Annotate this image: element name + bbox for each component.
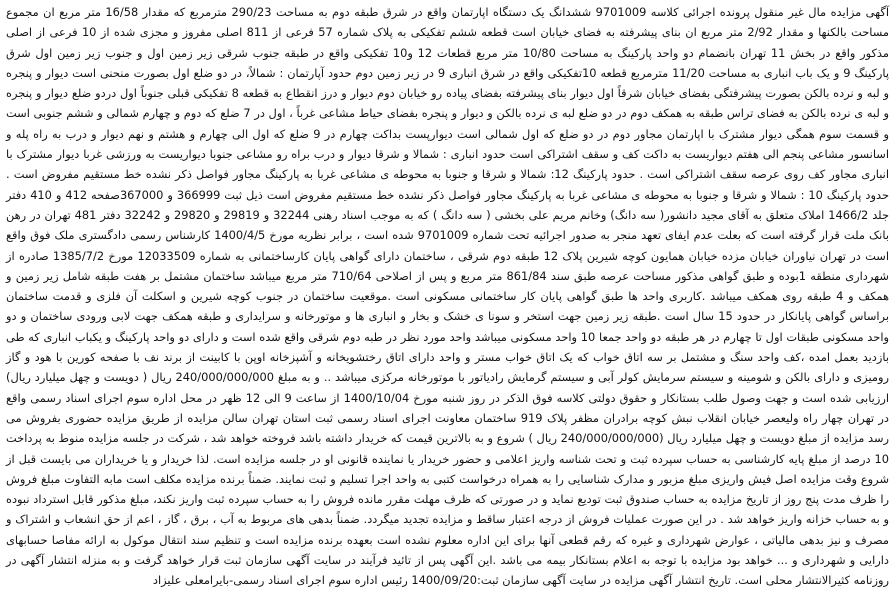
notice-body-text: آگهی مزایده مال غیر منقول پرونده اجرائی کلاسه 9701009 ششدانگ یک دستگاه اپارتمان واقع در شرق طبقه دوم به مساحت 290/23 مترمربع که مقدار 16/58 متر مربع ان مجموع مساحت بالکنها و مقدار 2/92 متر مربع ان بنای پیشرفته به فضای خیابان است قطعه ششم تفکیکی به پلاک شماره 57 فرعی از 811 اصلی مفروز و مجزی شده از 10 فرعی از اصلی مذکور واقع در بخش 11 تهران بانضمام دو واحد پارکینگ به مساحت 10/80 متر مربع قطعات 12 و10 تفکیکی واقع در طبقه جنوب شرقی زیر زمین اول و جنوب زیر زمین اول شرق پارکینگ 9 و یک باب انباری به مساحت 11/20 مترمربع قطعه 10تفکیکی واقع در شرق انباری 9 در زیر زمین دوم حدود آپارتمان : شمالاً، در دو ضلع اول بصورت منحنی است دیوار و پنجره و لبه و نرده بالکن بصورت پیشرفتگی بفضای خیابان شرقاً اول دیوار بنای پیشرفته بفضای پیاده رو خیابان دوم دیوار و درز انقطاع به قطعه 8 تفکیکی قبلی جنوباً اول دردو ضلع دیوار و پنجره و لبه ی نرده بالکن به فضای تراس طبقه به همکف دوم در دو ضلع لبه ی نرده بالکن و دیوار و پنجره بفضای حیاط مشاعی غرباً ، اول در 7 ضلع که دوم و چهارم شمالی و ششم جنوبی است و قسمت سوم همگی دیوار مشترک با اپارتمان مجاور دوم در دو ضلع که اول شمالی است دیوارپست بداکت چهارم در 9 ضلع که اول الی چهارم و هشتم و نهم دیوار و درب به راه پله و اسانسور مشاعی پنجم الی هفتم دیواریست به داکت کف و سقف اشتراکی است حدود انباری : شمالا و شرقا دیوار و درب براه رو مشاعی جنوبا دیواریست به ورزشی غربا دیوار مشترک با انباری مجاور کف روی عرصه سقف اشتراکی است . حدود پارکینگ 12: شمالا و شرقا و جنوبا به محوطه ی مشاعی غربا به پارکینگ مجاور فواصل ذکر نشده خط مستقیم مفروض است . حدود پارکینگ 10 : شمالا و شرقا و جنوبا به محوطه ی مشاعی غربا به پارکینگ مجاور فواصل ذکر نشده خط مستقیم مفروض است ذیل ثبت 366999 و 367000صفحه 412 و 410 دفتر جلد 1466/2 املاک متعلق به آقای مجید دانشور( سه دانگ) وخانم مریم علی بخشی ( سه دانگ ) که به موجب اسناد رهنی 32244 و 29819 و 29820 و 32242 دفتر 481 تهران در رهن بانک ملت قرار گرفته است که بعلت عدم ایفای تعهد منجر به صدور اجرائیه تحت شماره 9701009 شده است ، برابر نظریه مورخ 1400/4/5 کارشناس رسمی دادگستری ملک فوق واقع است در تهران نیاوران خیابان مزده خیابان همایون کوچه شیرین پلاک 12 طبقه دوم شرقی ، ساختمان دارای گواهی پایان کارساختمانی به شماره 12033509 مورخ 1385/7/2 صادره از شهرداری منطقه 1بوده و طبق گواهی مذکور مساحت عرصه طبق سند 861/84 متر مربع و پس از اصلاحی 710/64 متر مربع میباشد ساختمان مشتمل بر هفت طبقه شامل زیر زمین و همکف و 4 طبقه روی همکف میباشد .کاربری واحد ها طبق گواهی پایان کار ساختمانی مسکونی است .موقعیت ساختمان در جنوب کوچه شیرین و اسکلت آن فلزی و قدمت ساختمان براساس گواهی پایانکار در حدود 15 سال است .طبقه زیر زمین جهت استخر و سونا ی خشک و بخار و انباری ها و موتورخانه و سرایداری و طبقه همکف جهت لابی ورودی ساختمان و دو واحد مسکونی طبقات اول تا چهارم در هر طبقه دو واحد جمعا 10 واحد مسکونی میباشد واحد مورد نظر در طبه دوم شرقی واقع شده است و دارای دو واحد پارکینگ و یکباب انباری که طی بازدید بعمل امده ،کف واحد سنگ و مشتمل بر سه اتاق خواب که یک اتاق خواب مستر و واحد دارای اتاق رختشویخانه و آشپزخانه اوپن با کابینت از برند نف با صفحه کورین با هود و گاز رومیزی و دارای بالکن و شومینه و سیستم سرمایش کولر آبی و سیستم گرمایش رادیاتور با موتورخانه مرکزی میباشد .. و به مبلغ 240/000/000/000 ریال ( دویست و چهل میلیارد ریال) ارزیابی شده است و جهت وصول طلب بستانکار و حقوق دولتی کلاسه فوق الذکر در روز شنبه مورخ 1400/10/04 از ساعت 9 الی 12 ظهر در محل اداره سوم اجرای اسناد رسمی واقع در تهران چهار راه ولیعصر خیابان انقلاب نبش کوچه برادران مظفر پلاک 919 ساختمان معاونت اجرای اسناد رسمی ثبت استان تهران سالن مزایده از طریق مزایده حضوری بفروش می رسد مزایده از مبلغ دویست و چهل میلیارد ریال (240/000/000/000 ریال ) شروع و به بالاترین قیمت که خریدار داشته باشد فروخته خواهد شد ، شرکت در جلسه مزایده منوط به پرداخت 10 درصد از مبلغ پایه کارشناسی به حساب سپرده ثبت و تحت شناسه واریز اعلامی و حضور خریدار یا نماینده قانونی او در جلسه مزایده است. لذا خریدار و یا خریداران می بایست قبل از شروع وقت مزایده اصل فیش واریزی مبلغ مزبور و مدارک شناسایی را به همراه درخواست کتبی به واحد اجرا تسلیم و ثبت نمایند. ضمناً برنده مزایده مکلف است مابه التفاوت مبلغ فروش را ظرف مدت پنج روز از تاریخ مزایده به حساب صندوق ثبت تودیع نماید و در صورتی که ظرف مهلت مقرر مانده فروش را به حساب سپرده ثبت واریز نکند، مبلغ مذکور قابل استرداد نبوده و به حساب خزانه واریز خواهد شد . در این صورت عملیات فروش از درجه اعتبار ساقط و مزایده تجدید میگردد. ضمناً بدهی های مربوط به آب ، برق ، گاز ، اعم از حق انشعاب و اشتراک و مصرف و نیز بدهی مالیاتی ، عوارض شهرداری و غیره که رقم قطعی آنها برای این اداره معلوم نشده است بعهده برنده مزایده است و تنظیم سند انتقال موکول به ارائه مفاصا حسابهای دارایی و شهرداری و ... خواهد بود مزایده با توجه به اعلام بستانکار بیمه می باشد .این آگهی پس از تائید فرآیند در سایت آگهی سازمان ثبت قرار خواهد گرفت و به منزله انتشار آگهی در روزنامه کثیرالانتشار محلی است. تاریخ انتشار آگهی مزایده در سایت آگهی سازمان ثبت:1400/09/20 رئیس اداره سوم اجرای اسناد رسمی-بایرامعلی علیزاد <box>6 5 890 588</box>
